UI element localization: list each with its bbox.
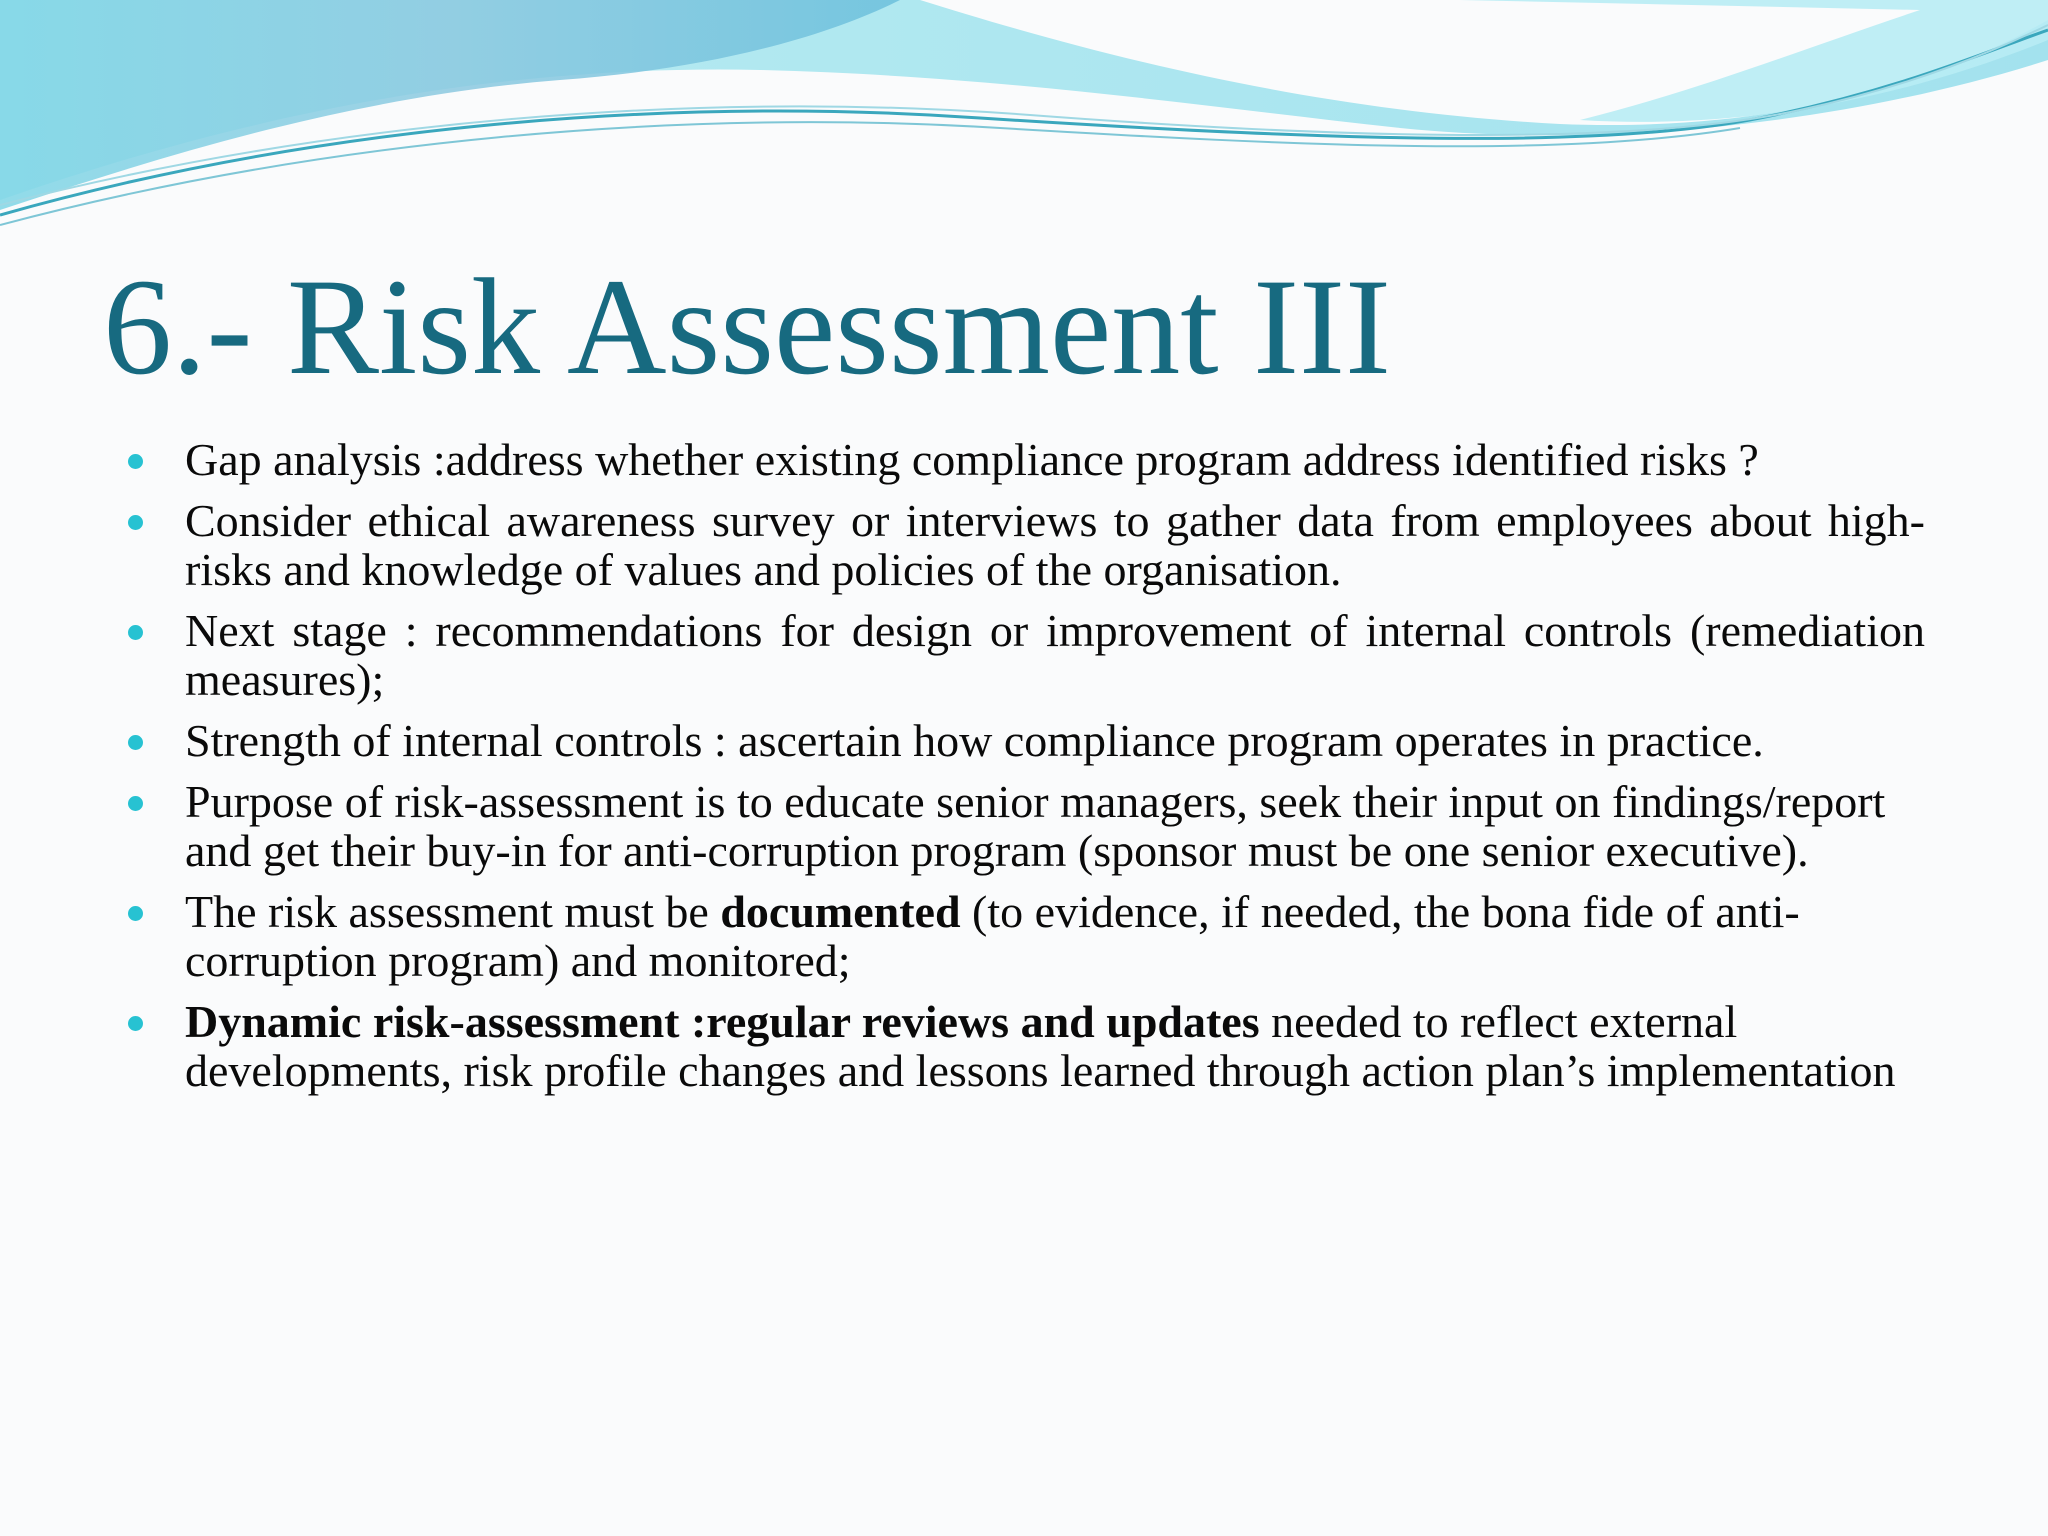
header-wave-decoration <box>0 0 2048 240</box>
bullet-dot-icon <box>128 796 143 811</box>
bullet-dot-icon <box>128 625 143 640</box>
bullet-dot-icon <box>128 515 143 530</box>
bullet-dot-icon <box>128 906 143 921</box>
bullet-text-after: (to evidence, if needed, the bona fide of anti-corruption program) and monitored; <box>185 886 1800 986</box>
bullet-text-emphasis: documented <box>720 886 961 937</box>
bullet-item <box>185 887 1925 985</box>
bullet-item <box>185 606 1925 704</box>
bullet-item <box>185 997 1925 1095</box>
bullet-text: Next stage : recommendations for design or improvement of internal controls (remediation measures); <box>185 605 1925 705</box>
wave-mid-band <box>0 0 900 210</box>
bullet-item <box>185 496 1925 594</box>
bullet-item <box>185 716 1925 765</box>
bullet-text: Gap analysis :address whether existing compliance program address identified risks ? <box>185 434 1759 485</box>
bullet-dot-icon <box>128 454 143 469</box>
bullet-text-emphasis: Dynamic risk-assessment :regular reviews and updates <box>185 996 1260 1047</box>
bullet-item <box>185 777 1925 875</box>
bullet-dot-icon <box>128 735 143 750</box>
bullet-text: Consider ethical awareness survey or interviews to gather data from employees about high-risks and knowledge of values and policies of the organisation. <box>185 495 1925 595</box>
slide-title: 6.- Risk Assessment III <box>103 250 1391 403</box>
bullet-list <box>185 435 1925 1107</box>
bullet-text-after: needed to reflect external developments, risk profile changes and lessons learned through action plan’s implementation <box>185 996 1896 1096</box>
bullet-text: Purpose of risk-assessment is to educate senior managers, seek their input on findings/report and get their buy-in for anti-corruption program (sponsor must be one senior executive). <box>185 776 1886 876</box>
bullet-text: Strength of internal controls : ascertain how compliance program operates in practice. <box>185 715 1764 766</box>
bullet-dot-icon <box>128 1016 143 1031</box>
bullet-item <box>185 435 1925 484</box>
bullet-text-before: The risk assessment must be <box>185 886 721 937</box>
